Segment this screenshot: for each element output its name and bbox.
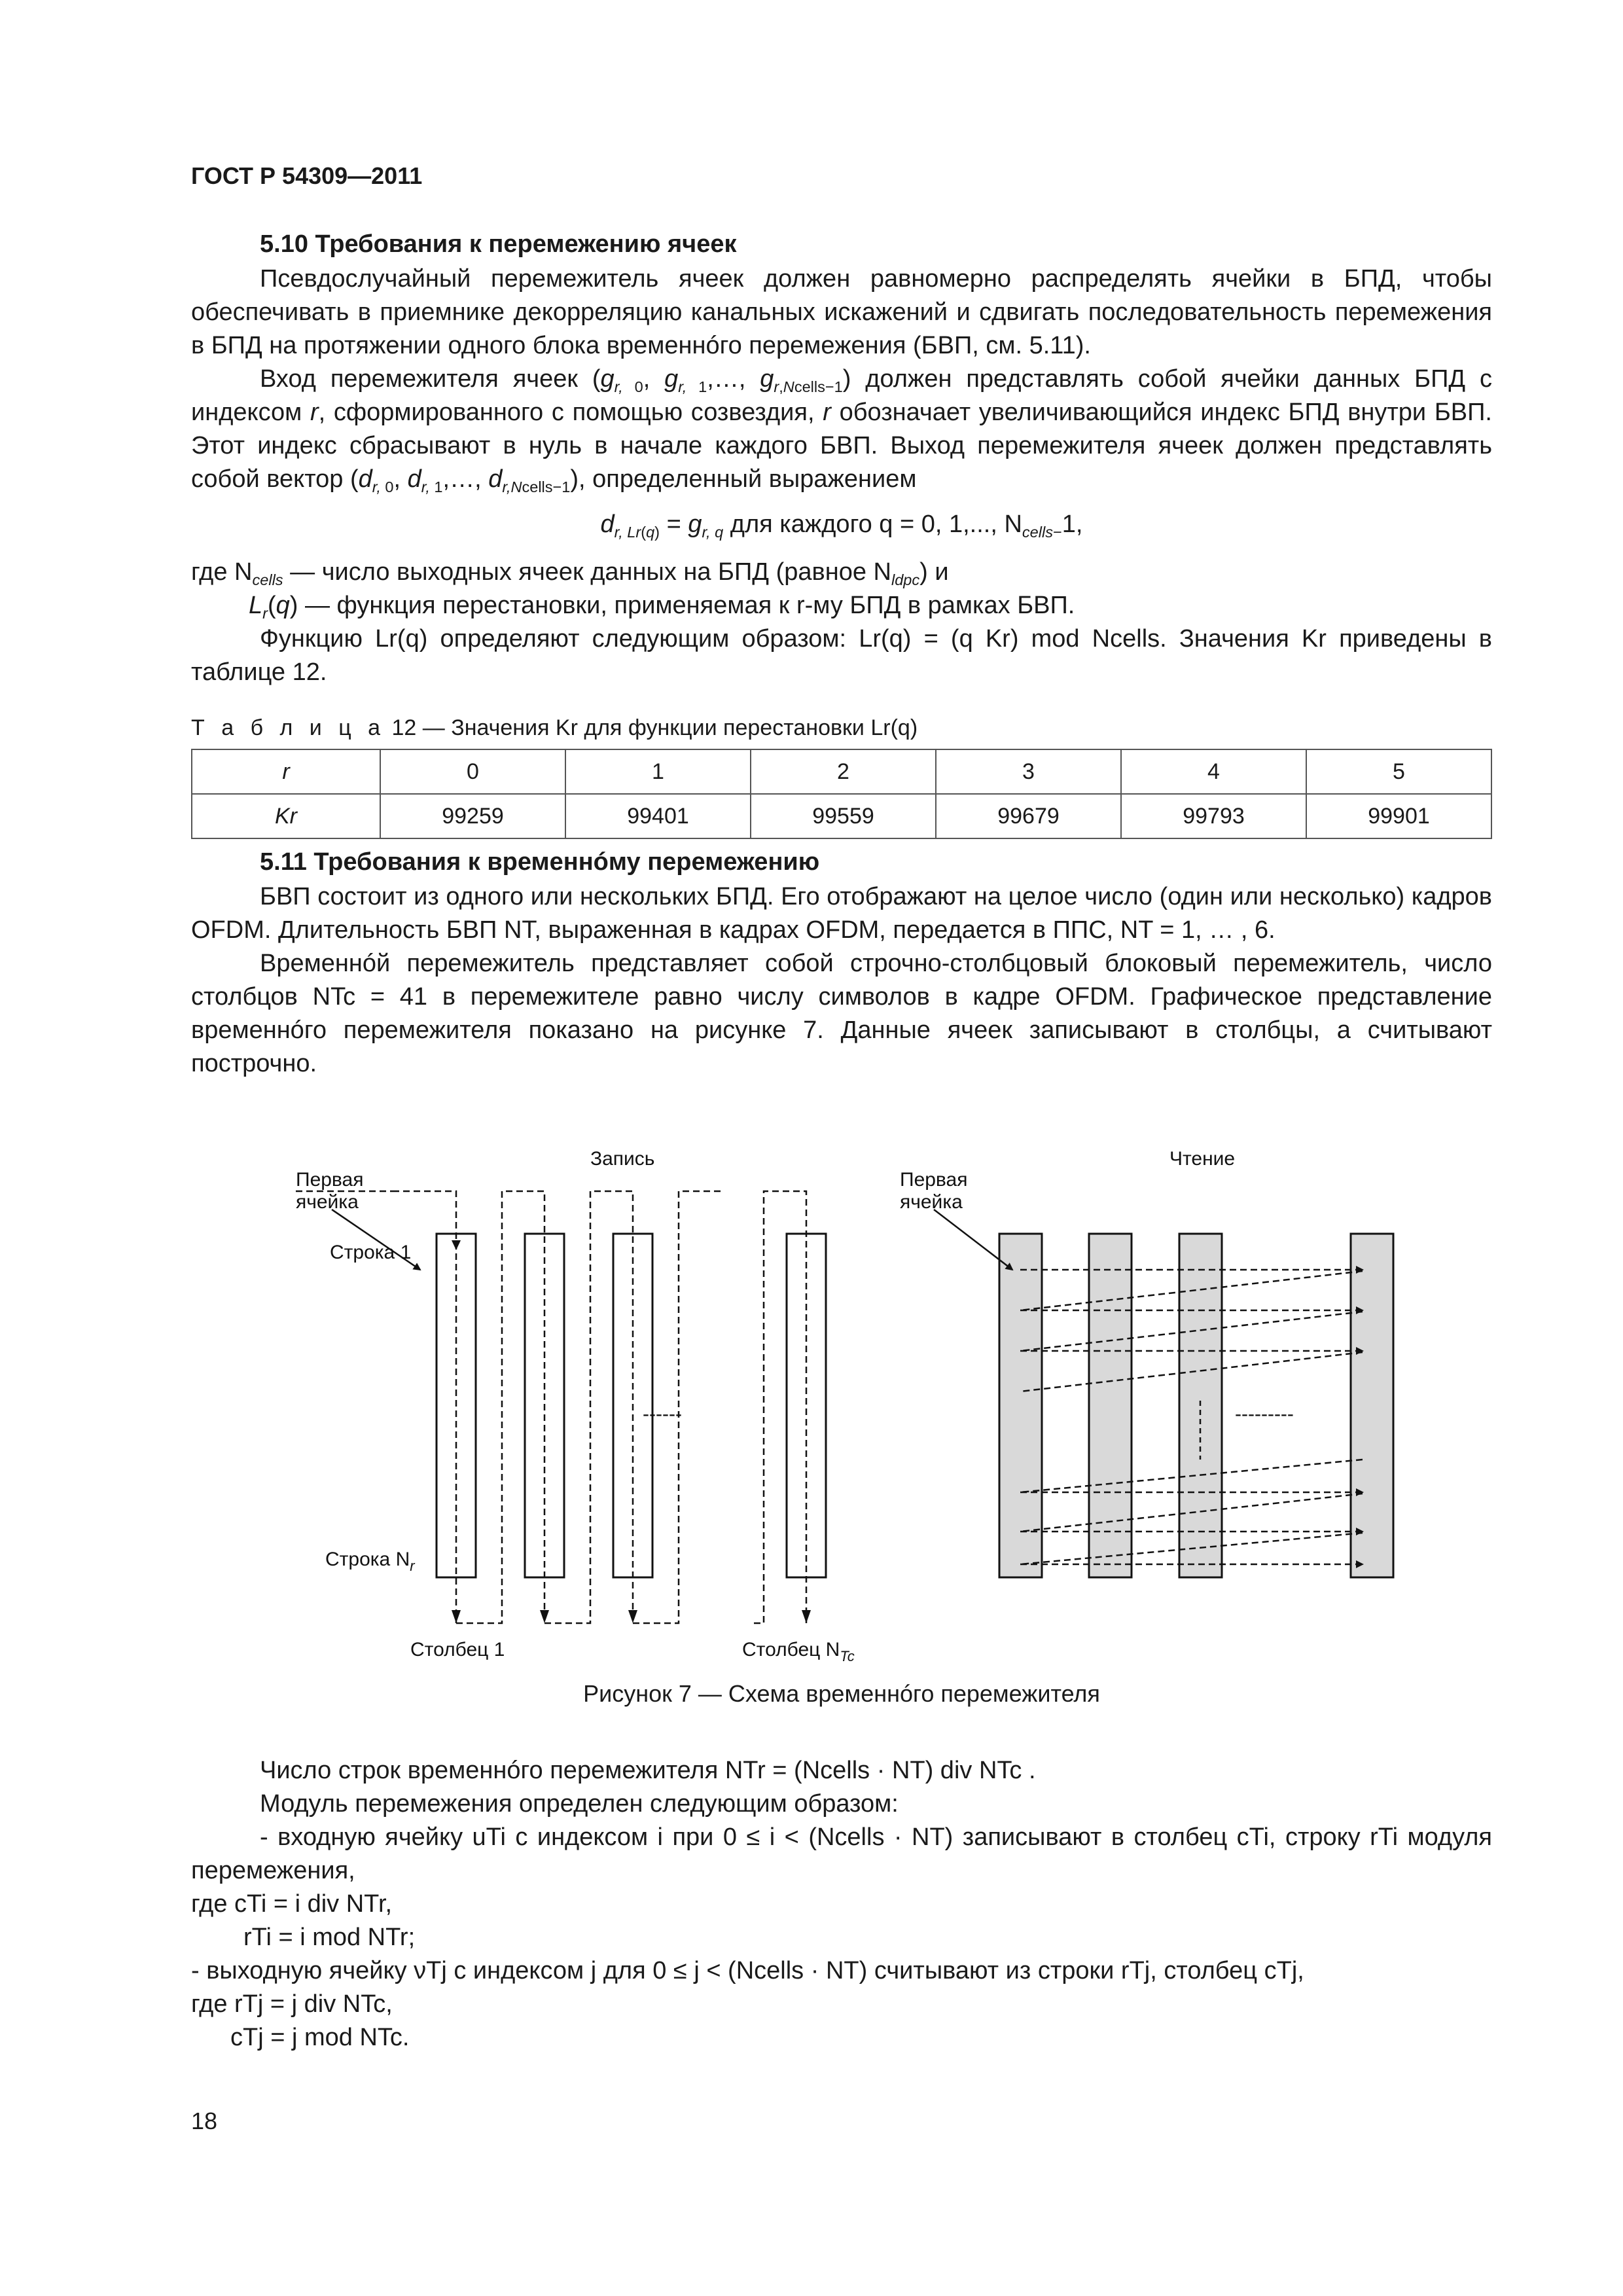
formula-line: где cTi = i div NTr, <box>191 1890 393 1918</box>
read-columns <box>999 1234 1393 1577</box>
table-cell: 1 <box>565 749 751 794</box>
write-label: Запись <box>590 1148 655 1170</box>
table-cell: r <box>192 749 380 794</box>
document-header: ГОСТ Р 54309—2011 <box>191 162 423 189</box>
read-column <box>1351 1234 1393 1577</box>
formula: $d_{r, Lr(q)} = g_{r, q}$ для каждого q = 0, 1,..., $N_{cells-}1$, <box>600 511 1083 541</box>
write-arrowheads <box>452 1240 811 1623</box>
ellipsis-dashes: ------ <box>643 1403 682 1425</box>
table-cell: 99901 <box>1306 794 1491 838</box>
page-number: 18 <box>191 2108 218 2134</box>
formula-line: rTi = i mod NTr; <box>243 1924 416 1951</box>
formula-line: cTj = j mod NTc. <box>230 2024 410 2051</box>
table-row <box>192 749 1491 794</box>
paragraph: - входную ячейку uTi с индексом i при 0 ≤ i < (Ncells · NT) записывают в столбец cTi, строку rTi модуля перемежения, <box>191 1823 1492 1884</box>
row-1-label: Строка 1 <box>330 1242 412 1263</box>
paragraph: Вход перемежителя ячеек ($g_{r, 0}$, $g_{r, 1},\dots$, $g_{r,Ncells-1}$) должен представлять собой ячейки данных БПД с индексом r, сформированного с помощью созвездия, r обозначает увеличивающийся индекс БПД внутри БВП. Этот индекс сбрасывают в нуль в начале каждого БВП. Выход перемежителя ячеек должен представлять собой вектор ($d_{r, 0}$, $d_{r, 1},\dots$, $d_{r,Ncells-1}$), определенный выражением <box>191 365 1492 496</box>
read-column <box>999 1234 1042 1577</box>
ellipsis-dashes: --------- <box>1235 1403 1294 1425</box>
read-label: Чтение <box>1169 1148 1236 1170</box>
formula-line: где rTj = j div NTc, <box>191 1990 393 2018</box>
column-n-label: Столбец $N_{Tc}$ <box>742 1639 855 1664</box>
figure-caption: Рисунок 7 — Схема временнóго перемежителя <box>583 1680 1100 1707</box>
figure-caption-block <box>191 1677 1492 1710</box>
table-cell: 99679 <box>936 794 1121 838</box>
first-cell-label: ячейка <box>900 1191 963 1213</box>
first-cell-label: Первая <box>296 1169 364 1191</box>
table-cell: 99259 <box>380 794 565 838</box>
table-row <box>192 794 1491 838</box>
table-cell: 0 <box>380 749 565 794</box>
first-cell-label: Первая <box>900 1169 968 1191</box>
paragraph: Функцию Lr(q) определяют следующим образом: Lr(q) = (q Kr) mod Ncells. Значения Kr приведены в таблице 12. <box>191 625 1492 686</box>
column-1-label: Столбец 1 <box>410 1639 505 1660</box>
write-columns <box>437 1234 826 1577</box>
where-line: где $N_{cells}$ — число выходных ячеек данных на БПД (равное $N_{ldpc}$) и <box>191 558 949 589</box>
read-column <box>1089 1234 1132 1577</box>
row-n-label: Строка $N_r$ <box>325 1549 415 1574</box>
table-cell: 3 <box>936 749 1121 794</box>
table-cell: Kr <box>192 794 380 838</box>
table-caption: Т а б л и ц а 12 — Значения Kr для функции перестановки Lr(q) <box>191 715 918 740</box>
first-cell-label: ячейка <box>296 1191 359 1213</box>
after-figure-text <box>191 1754 1492 2054</box>
section-title-5-10: 5.10 Требования к перемежению ячеек <box>260 230 737 258</box>
figure-7-diagram <box>191 1145 1492 1682</box>
page-body <box>191 230 1492 1081</box>
write-path <box>393 1191 806 1623</box>
paragraph: - выходную ячейку νTj с индексом j для 0 ≤ j < (Ncells · NT) считывают из строки rTj, столбец cTj, <box>191 1957 1304 1984</box>
table-cell: 5 <box>1306 749 1491 794</box>
paragraph: БВП состоит из одного или нескольких БПД. Его отображают на целое число (один или несколько) кадров OFDM. Длительность БВП NT, выраженная в кадрах OFDM, передается в ППС, NT = 1, … , 6. <box>191 883 1492 944</box>
where-line: $L_r(q)$ — функция перестановки, применяемая к r-му БПД в рамках БВП. <box>249 592 1075 622</box>
table-cell: 99559 <box>751 794 936 838</box>
paragraph: Модуль перемежения определен следующим образом: <box>260 1790 899 1818</box>
table-12 <box>191 749 1492 839</box>
table-cell: 4 <box>1121 749 1306 794</box>
paragraph: Временнóй перемежитель представляет собой строчно-столбцовый блоковый перемежитель, число столбцов NTc = 41 в перемежителе равно числу символов в кадре OFDM. Графическое представление временнóго перемежителя показано на рисунке 7. Данные ячеек записывают в столбцы, а считывают построчно. <box>191 950 1492 1077</box>
table-cell: 99793 <box>1121 794 1306 838</box>
table-cell: 2 <box>751 749 936 794</box>
table-cell: 99401 <box>565 794 751 838</box>
paragraph: Число строк временнóго перемежителя NTr = (Ncells · NT) div NTc . <box>260 1757 1036 1784</box>
paragraph: Псевдослучайный перемежитель ячеек должен равномерно распределять ячейки в БПД, чтобы обеспечивать в приемнике декорреляцию канальных искажений и сдвигать последовательность перемежения в БПД на протяжении одного блока временнóго перемежения (БВП, см. 5.11). <box>191 265 1492 359</box>
section-title-5-11: 5.11 Требования к временнóму перемежению <box>260 848 820 876</box>
